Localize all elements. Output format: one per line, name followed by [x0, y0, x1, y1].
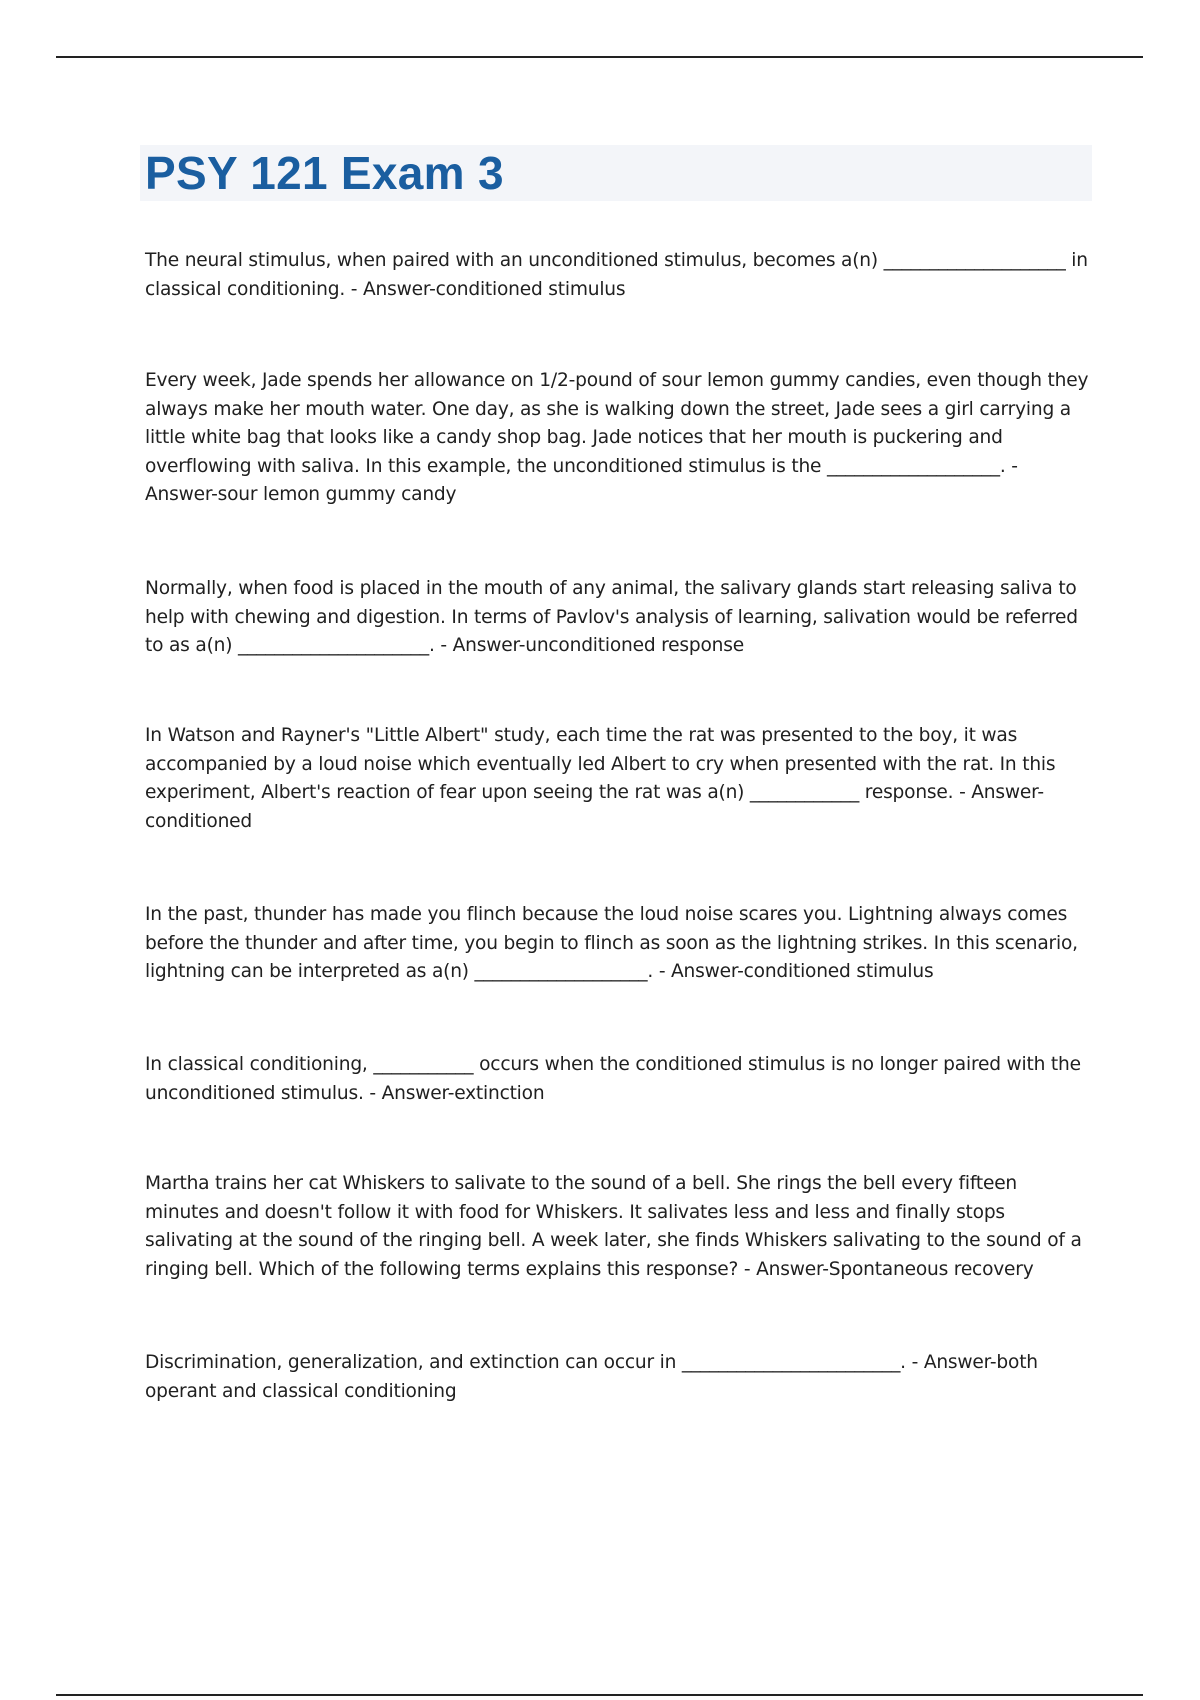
- question-item-5: In the past, thunder has made you flinch because the loud noise scares you. Lightning always comes before the thunder and after time, you begin to flinch as soon as the lightning strikes. In this scenario, lightning can be interpreted as a(n) ___________________. - Answer-conditioned stimulus: [145, 904, 1078, 982]
- question-item-6: In classical conditioning, ___________ occurs when the conditioned stimulus is no longer paired with the unconditioned stimulus. - Answer-extinction: [145, 1054, 1081, 1104]
- question-item-7: Martha trains her cat Whiskers to salivate to the sound of a bell. She rings the bell every fifteen minutes and doesn't follow it with food for Whiskers. It salivates less and less and finally stops salivating at the sound of the ringing bell. A week later, she finds Whiskers salivating to the sound of a ringing bell. Which of the following terms explains this response? - Answer-Spontaneous recovery: [145, 1173, 1082, 1280]
- document-title: PSY 121 Exam 3: [145, 147, 504, 199]
- question-item-3: Normally, when food is placed in the mouth of any animal, the salivary glands start releasing saliva to help with chewing and digestion. In terms of Pavlov's analysis of learning, salivation would be referred to as a(n) _____________________. - Answer-unconditioned response: [145, 578, 1078, 656]
- question-item-4: In Watson and Rayner's "Little Albert" study, each time the rat was presented to the boy, it was accompanied by a loud noise which eventually led Albert to cry when presented with the rat. In this experiment, Albert's reaction of fear upon seeing the rat was a(n) ____________ response. - Answer-conditioned: [145, 725, 1056, 832]
- question-item-8: Discrimination, generalization, and extinction can occur in ________________________. - Answer-both operant and classical conditioning: [145, 1352, 1038, 1402]
- question-item-1: The neural stimulus, when paired with an unconditioned stimulus, becomes a(n) ____________________ in classical conditioning. - Answer-conditioned stimulus: [145, 250, 1088, 300]
- question-item-2: Every week, Jade spends her allowance on 1/2-pound of sour lemon gummy candies, even though they always make her mouth water. One day, as she is walking down the street, Jade sees a girl carrying a little white bag that looks like a candy shop bag. Jade notices that her mouth is puckering and overflowing with saliva. In this example, the unconditioned stimulus is the ___________________. - Answer-sour lemon gummy candy: [145, 370, 1089, 505]
- bottom-rule: [56, 1694, 1143, 1696]
- top-rule: [56, 56, 1143, 58]
